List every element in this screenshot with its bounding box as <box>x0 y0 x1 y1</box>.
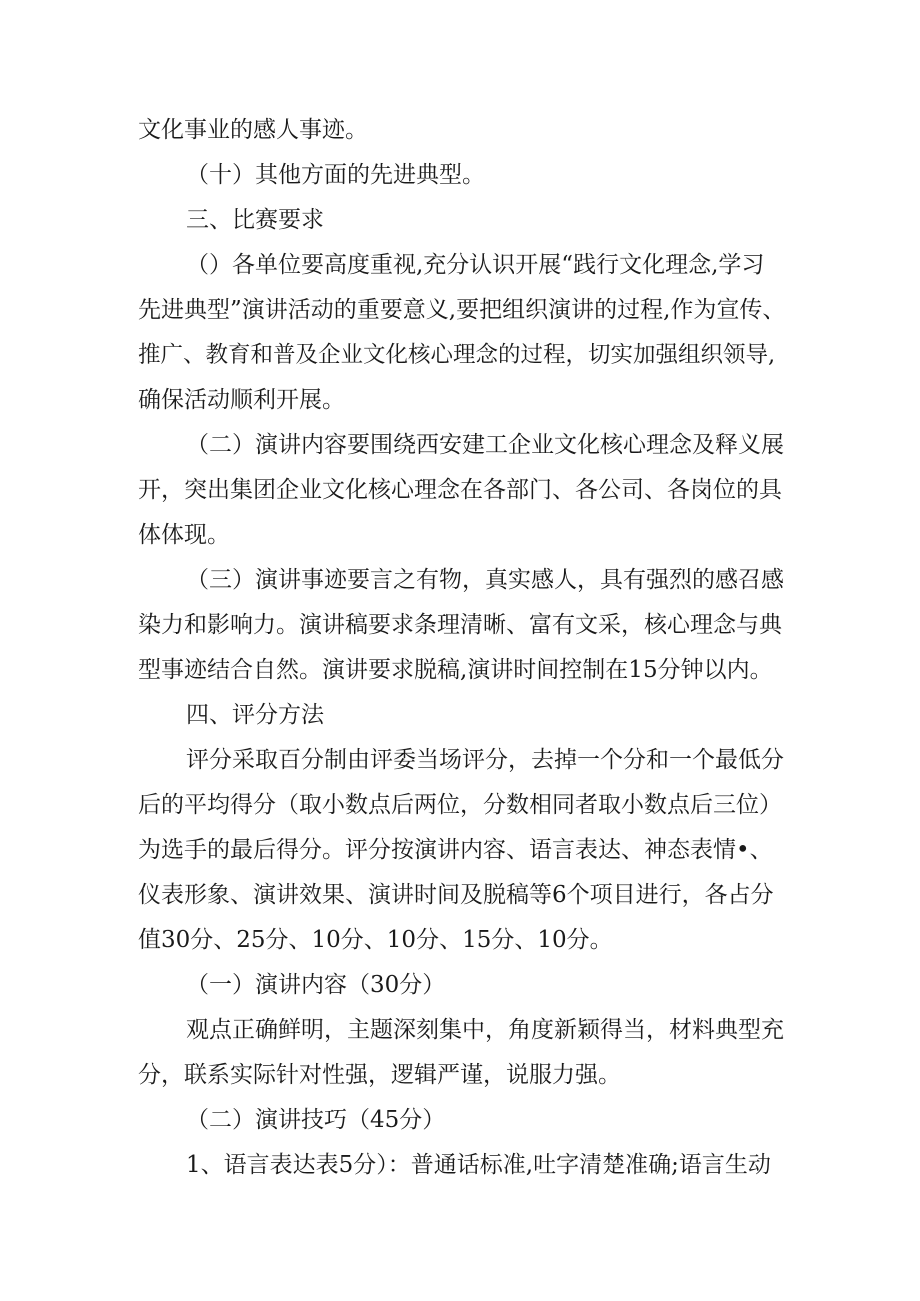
text-line: （二）演讲技巧（45分） <box>186 1107 446 1133</box>
text-line: 文化事业的感人事迹。 <box>138 117 368 143</box>
text-line: 为选手的最后得分。评分按演讲内容、语言表达、神态表情•、 <box>138 837 773 863</box>
text-line: 体体现。 <box>138 522 230 548</box>
text-line: （）各单位要高度重视,充分认识开展“践行文化理念,学习 <box>186 252 765 278</box>
text-line: 确保活动顺利开展。 <box>138 387 345 413</box>
text-line: 开，突出集团企业文化核心理念在各部门、各公司、各岗位的具 <box>138 477 782 503</box>
text-line: 仪表形象、演讲效果、演讲时间及脱稿等6个项目进行，各占分 <box>138 882 774 908</box>
text-line: 观点正确鲜明，主题深刻集中，角度新颖得当，材料典型充 <box>186 1017 784 1043</box>
text-line: （一）演讲内容（30分） <box>186 972 446 998</box>
text-line: （十）其他方面的先进典型。 <box>186 162 485 188</box>
document-page <box>138 108 788 1188</box>
text-line: （三）演讲事迹要言之有物，真实感人，具有强烈的感召感 <box>186 567 784 593</box>
text-line: 染力和影响力。演讲稿要求条理清晰、富有文采，核心理念与典 <box>138 612 782 638</box>
document-body <box>138 108 788 1188</box>
text-line: 先进典型”演讲活动的重要意义,要把组织演讲的过程,作为宣传、 <box>138 297 786 323</box>
text-line: 后的平均得分（取小数点后两位，分数相同者取小数点后三位） <box>138 792 782 818</box>
text-line: 推广、教育和普及企业文化核心理念的过程，切实加强组织领导, <box>138 342 776 368</box>
text-line: 分，联系实际针对性强，逻辑严谨，说服力强。 <box>138 1062 621 1088</box>
text-line: 四、评分方法 <box>186 702 324 728</box>
text-line: 型事迹结合自然。演讲要求脱稿,演讲时间控制在15分钟以内。 <box>138 657 773 683</box>
text-line: 值30分、25分、10分、10分、15分、10分。 <box>138 927 613 953</box>
text-line: 三、比赛要求 <box>186 207 324 233</box>
text-line: 评分采取百分制由评委当场评分，去掉一个分和一个最低分 <box>186 747 784 773</box>
text-line: 1、语言表达表5分）：普通话标准,吐字清楚准确;语言生动 <box>186 1152 771 1178</box>
text-line: （二）演讲内容要围绕西安建工企业文化核心理念及释义展 <box>186 432 784 458</box>
